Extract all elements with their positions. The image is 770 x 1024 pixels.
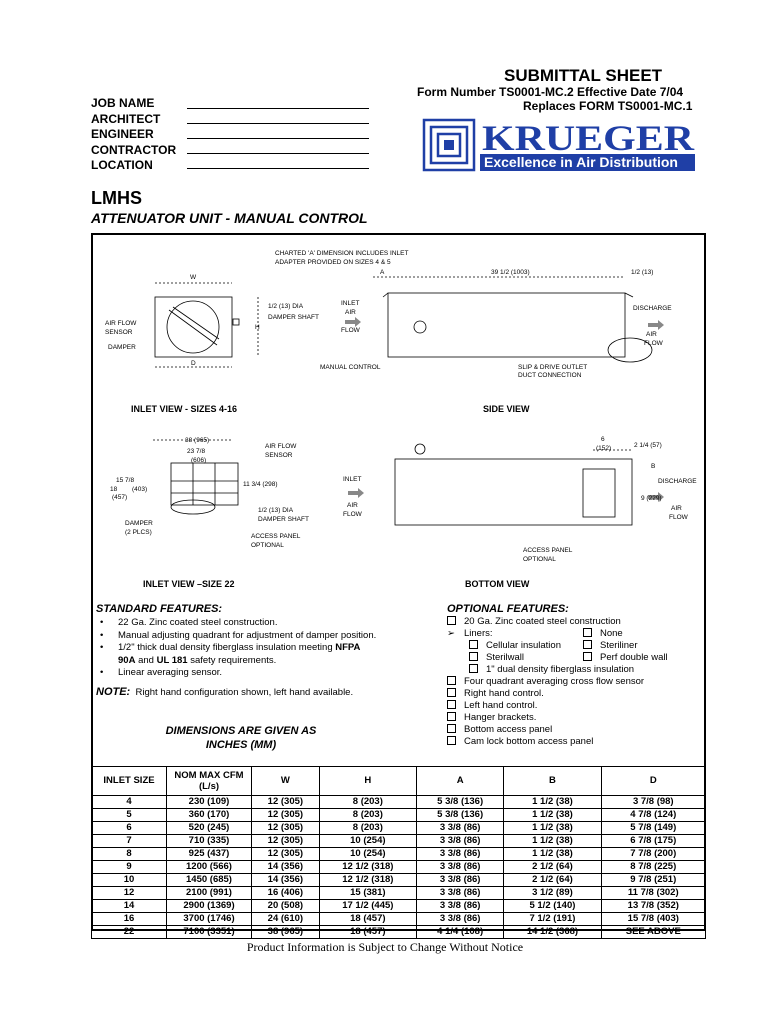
- table-cell: 3 7/8 (98): [601, 796, 705, 809]
- logo-brand: KRUEGER: [482, 118, 696, 158]
- architect-label: ARCHITECT: [91, 111, 161, 126]
- table-cell: 17 1/2 (445): [319, 900, 416, 913]
- airflow-sensor-1: AIR FLOW: [105, 320, 137, 327]
- engineer-label: ENGINEER: [91, 127, 154, 141]
- table-cell: 10: [92, 874, 167, 887]
- optional-features-list: [447, 616, 668, 748]
- list-item: • 22 Ga. Zinc coated steel construction.: [96, 617, 416, 630]
- optional-features-heading: OPTIONAL FEATURES:: [447, 603, 569, 615]
- dim-half: 1/2 (13): [631, 269, 654, 276]
- col-d: D: [601, 767, 705, 796]
- table-cell: 710 (335): [167, 835, 252, 848]
- table-cell: 5 7/8 (149): [601, 822, 705, 835]
- table-cell: 520 (245): [167, 822, 252, 835]
- table-cell: 2 1/2 (64): [504, 861, 601, 874]
- table-cell: 15 (381): [319, 887, 416, 900]
- table-cell: 10 (254): [319, 835, 416, 848]
- table-cell: 12 (305): [252, 809, 320, 822]
- table-cell: 8 7/8 (225): [601, 861, 705, 874]
- table-cell: 2100 (991): [167, 887, 252, 900]
- opt-item: Four quadrant averaging cross flow sensor: [464, 676, 645, 687]
- table-cell: 3 3/8 (86): [416, 822, 503, 835]
- charted-note-2: ADAPTER PROVIDED ON SIZES 4 & 5: [275, 259, 391, 266]
- opt-perf: Perf double wall: [600, 652, 668, 663]
- checkbox[interactable]: [447, 616, 456, 625]
- table-cell: 2 1/2 (64): [504, 874, 601, 887]
- table-row: [92, 926, 706, 939]
- table-cell: 10 (254): [319, 848, 416, 861]
- damper-shaft-3: 1/2 (13) DIA: [258, 507, 294, 514]
- table-cell: 925 (437): [167, 848, 252, 861]
- product-subtitle: ATTENUATOR UNIT - MANUAL CONTROL: [91, 210, 368, 226]
- discharge-label: DISCHARGE: [633, 305, 672, 312]
- job-name-field[interactable]: [187, 108, 369, 109]
- damper-2plcs-1: DAMPER: [125, 520, 153, 527]
- table-cell: 8: [92, 848, 167, 861]
- table-cell: 18 (457): [319, 913, 416, 926]
- table-cell: 7100 (3351): [167, 926, 252, 939]
- contractor-field[interactable]: [187, 153, 369, 154]
- opt-steel: 20 Ga. Zinc coated steel construction: [464, 616, 621, 627]
- access-panel-2: OPTIONAL: [251, 542, 284, 549]
- table-cell: 16: [92, 913, 167, 926]
- dim-2-14: 2 1/4 (57): [634, 442, 662, 449]
- dim-9: 9 (229): [641, 495, 662, 502]
- dim-23: 23 7/8: [187, 448, 206, 455]
- table-cell: 24 (610): [252, 913, 320, 926]
- checkbox[interactable]: [583, 628, 592, 637]
- dim-403: (403): [132, 486, 148, 493]
- page-title: SUBMITTAL SHEET: [504, 66, 663, 85]
- opt-steriliner: Steriliner: [600, 640, 638, 651]
- table-cell: 12 (305): [252, 796, 320, 809]
- location-label: LOCATION: [91, 158, 153, 172]
- table-cell: 11 7/8 (302): [601, 887, 705, 900]
- table-cell: 12 1/2 (318): [319, 861, 416, 874]
- standard-features-list: [96, 617, 416, 680]
- job-fields: [91, 96, 176, 174]
- table-row: [92, 861, 706, 874]
- dim-11: 11 3/4 (298): [243, 481, 278, 488]
- air-label-3: AIR: [347, 502, 358, 509]
- table-cell: 4: [92, 796, 167, 809]
- location-field[interactable]: [187, 168, 369, 169]
- list-item: • Manual adjusting quadrant for adjustment of damper position.: [96, 630, 416, 643]
- opt-item: Left hand control.: [464, 700, 538, 711]
- table-cell: 12: [92, 887, 167, 900]
- table-row: [92, 874, 706, 887]
- table-header-row: [92, 767, 706, 796]
- table-cell: 12 1/2 (318): [319, 874, 416, 887]
- dim-38: 38 (965): [185, 437, 210, 444]
- insulation-text: 1/2" thick dual density fiberglass insulation meeting: [118, 642, 333, 653]
- list-item: [96, 642, 416, 667]
- opt-cellular: Cellular insulation: [486, 640, 561, 651]
- krueger-logo: [422, 118, 697, 173]
- checkbox[interactable]: [447, 712, 456, 721]
- dim-457: (457): [112, 494, 128, 501]
- opt-dual: 1" dual density fiberglass insulation: [486, 664, 635, 675]
- bottom-view-caption: BOTTOM VIEW: [465, 579, 530, 589]
- col-cfm: NOM MAX CFM (L/s): [167, 767, 252, 796]
- nfpa-90a: 90A: [118, 654, 136, 666]
- table-row: [92, 809, 706, 822]
- col-inlet-size: INLET SIZE: [92, 767, 167, 796]
- table-row: [92, 900, 706, 913]
- table-cell: 6 7/8 (175): [601, 835, 705, 848]
- slip-label-1: SLIP & DRIVE OUTLET: [518, 364, 588, 371]
- table-cell: 8 (203): [319, 796, 416, 809]
- col-a: A: [416, 767, 503, 796]
- airflow-sensor-2: SENSOR: [105, 329, 133, 336]
- checkbox[interactable]: [469, 664, 478, 673]
- table-cell: 1200 (566): [167, 861, 252, 874]
- table-cell: 3700 (1746): [167, 913, 252, 926]
- table-cell: 1 1/2 (38): [504, 822, 601, 835]
- table-row: [92, 887, 706, 900]
- table-cell: 8 (203): [319, 809, 416, 822]
- damper-shaft-1: 1/2 (13) DIA: [268, 303, 304, 310]
- dimensions-note-1: DIMENSIONS ARE GIVEN AS: [165, 725, 317, 737]
- checkbox[interactable]: [447, 724, 456, 733]
- col-b: B: [504, 767, 601, 796]
- table-cell: 4 7/8 (124): [601, 809, 705, 822]
- checkbox[interactable]: [469, 640, 478, 649]
- and-text: and: [135, 654, 157, 666]
- table-cell: 14 (356): [252, 874, 320, 887]
- form-number: Form Number TS0001-MC.2 Effective Date 7/04: [417, 85, 684, 99]
- air-label-4: AIR: [671, 505, 682, 512]
- dimensions-table: [91, 766, 706, 939]
- opt-item: Hanger brackets.: [464, 712, 537, 723]
- dim-b: B: [651, 463, 656, 470]
- damper-2plcs-2: (2 PLCS): [125, 529, 152, 536]
- opt-liners: Liners:: [464, 628, 493, 639]
- table-cell: 3 3/8 (86): [416, 913, 503, 926]
- dim-6: 6: [601, 436, 605, 443]
- table-cell: 230 (109): [167, 796, 252, 809]
- table-cell: 9: [92, 861, 167, 874]
- table-cell: 14 1/2 (368): [504, 926, 601, 939]
- note-label: NOTE:: [96, 686, 131, 698]
- dimensions-note: [96, 724, 386, 752]
- dim-15: 15 7/8: [116, 477, 135, 484]
- table-cell: 2900 (1369): [167, 900, 252, 913]
- checkbox[interactable]: [447, 700, 456, 709]
- inlet-label-2: INLET: [343, 476, 362, 483]
- table-cell: 14 (356): [252, 861, 320, 874]
- table-cell: 3 3/8 (86): [416, 848, 503, 861]
- table-cell: 1 1/2 (38): [504, 796, 601, 809]
- table-cell: 3 3/8 (86): [416, 861, 503, 874]
- table-cell: 22: [92, 926, 167, 939]
- technical-drawings: [93, 235, 704, 600]
- table-cell: 1450 (685): [167, 874, 252, 887]
- footer-note: Product Information is Subject to Change Without Notice: [246, 940, 524, 954]
- safety-text: safety requirements.: [187, 654, 277, 666]
- table-cell: 7 7/8 (200): [601, 848, 705, 861]
- engineer-field[interactable]: [187, 138, 369, 139]
- opt-item: Cam lock bottom access panel: [464, 736, 594, 747]
- flow-label-2: FLOW: [644, 340, 663, 347]
- table-cell: 15 7/8 (403): [601, 913, 705, 926]
- table-cell: 16 (406): [252, 887, 320, 900]
- airflow-sensor-4: SENSOR: [265, 452, 293, 459]
- side-view-caption: SIDE VIEW: [483, 404, 530, 414]
- table-cell: 7: [92, 835, 167, 848]
- opt-item: Right hand control.: [464, 688, 544, 699]
- manual-control-label: MANUAL CONTROL: [320, 364, 381, 371]
- checkbox[interactable]: [447, 688, 456, 697]
- dim-606: (606): [191, 457, 207, 464]
- logo-tagline: Excellence in Air Distribution: [484, 154, 678, 170]
- table-row: [92, 796, 706, 809]
- checkbox[interactable]: [447, 736, 456, 745]
- table-cell: 1 1/2 (38): [504, 835, 601, 848]
- table-cell: 360 (170): [167, 809, 252, 822]
- table-cell: 9 7/8 (251): [601, 874, 705, 887]
- replaces-form: Replaces FORM TS0001-MC.1: [523, 99, 693, 113]
- table-cell: 7 1/2 (191): [504, 913, 601, 926]
- airflow-sensor-3: AIR FLOW: [265, 443, 297, 450]
- access-panel-3: ACCESS PANEL: [523, 547, 573, 554]
- checkbox[interactable]: [583, 652, 592, 661]
- table-row: [92, 835, 706, 848]
- table-cell: 8 (203): [319, 822, 416, 835]
- table-cell: 5 3/8 (136): [416, 809, 503, 822]
- dim-18: 18: [110, 486, 118, 493]
- dimensions-note-2: INCHES (MM): [205, 739, 277, 751]
- table-cell: 38 (965): [252, 926, 320, 939]
- inlet-label: INLET: [341, 300, 360, 307]
- table-row: [92, 822, 706, 835]
- table-cell: 12 (305): [252, 835, 320, 848]
- table-cell: 3 3/8 (86): [416, 874, 503, 887]
- table-cell: 6: [92, 822, 167, 835]
- damper-label: DAMPER: [108, 344, 136, 351]
- table-cell: 20 (508): [252, 900, 320, 913]
- inlet-view-22-caption: INLET VIEW –SIZE 22: [143, 579, 235, 589]
- standard-features-heading: STANDARD FEATURES:: [96, 603, 223, 615]
- flow-label-4: FLOW: [669, 514, 688, 521]
- checkbox[interactable]: [583, 640, 592, 649]
- note-text: Right hand configuration shown, left hand available.: [135, 687, 354, 698]
- arrow-bullet-icon: ➢: [447, 628, 455, 639]
- col-h: H: [319, 767, 416, 796]
- access-panel-1: ACCESS PANEL: [251, 533, 301, 540]
- note: [96, 686, 353, 698]
- table-row: [92, 913, 706, 926]
- table-cell: 1 1/2 (38): [504, 809, 601, 822]
- inlet-view-small-caption: INLET VIEW - SIZES 4-16: [131, 404, 238, 414]
- air-label-2: AIR: [646, 331, 657, 338]
- table-cell: 13 7/8 (352): [601, 900, 705, 913]
- charted-note-1: CHARTED 'A' DIMENSION INCLUDES INLET: [275, 250, 409, 257]
- col-w: W: [252, 767, 320, 796]
- ul-181: UL 181: [156, 654, 188, 666]
- slip-label-2: DUCT CONNECTION: [518, 372, 582, 379]
- table-cell: 18 (457): [319, 926, 416, 939]
- checkbox[interactable]: [469, 652, 478, 661]
- list-item: • Linear averaging sensor.: [96, 667, 416, 680]
- opt-none: None: [600, 628, 623, 639]
- table-cell: 3 3/8 (86): [416, 835, 503, 848]
- dim-a: A: [380, 269, 385, 276]
- table-cell: 5 1/2 (140): [504, 900, 601, 913]
- damper-shaft-2: DAMPER SHAFT: [268, 314, 319, 321]
- job-name-label: JOB NAME: [91, 96, 155, 110]
- table-cell: 14: [92, 900, 167, 913]
- table-cell: 5 3/8 (136): [416, 796, 503, 809]
- nfpa-text: NFPA: [335, 642, 361, 653]
- dim-152: (152): [596, 445, 612, 452]
- table-cell: 3 3/8 (86): [416, 900, 503, 913]
- table-cell: 3 1/2 (89): [504, 887, 601, 900]
- damper-shaft-4: DAMPER SHAFT: [258, 516, 309, 523]
- dim-39: 39 1/2 (1003): [491, 269, 530, 276]
- product-model: LMHS: [91, 188, 142, 208]
- discharge-label-2: DISCHARGE: [658, 478, 697, 485]
- flow-label: FLOW: [341, 327, 360, 334]
- flow-label-3: FLOW: [343, 511, 362, 518]
- table-cell: 12 (305): [252, 822, 320, 835]
- table-cell: 12 (305): [252, 848, 320, 861]
- architect-field[interactable]: [187, 123, 369, 124]
- dim-h: H: [255, 324, 260, 331]
- air-label: AIR: [345, 309, 356, 316]
- table-row: [92, 848, 706, 861]
- dim-d: D: [191, 360, 196, 367]
- table-cell: 4 1/4 (108): [416, 926, 503, 939]
- table-cell: 3 3/8 (86): [416, 887, 503, 900]
- table-cell: SEE ABOVE: [601, 926, 705, 939]
- table-cell: 1 1/2 (38): [504, 848, 601, 861]
- dim-w: W: [190, 274, 197, 281]
- contractor-label: CONTRACTOR: [91, 142, 177, 157]
- opt-sterilwall: Sterilwall: [486, 652, 525, 663]
- opt-item: Bottom access panel: [464, 724, 553, 735]
- table-cell: 5: [92, 809, 167, 822]
- checkbox[interactable]: [447, 676, 456, 685]
- access-panel-4: OPTIONAL: [523, 556, 556, 563]
